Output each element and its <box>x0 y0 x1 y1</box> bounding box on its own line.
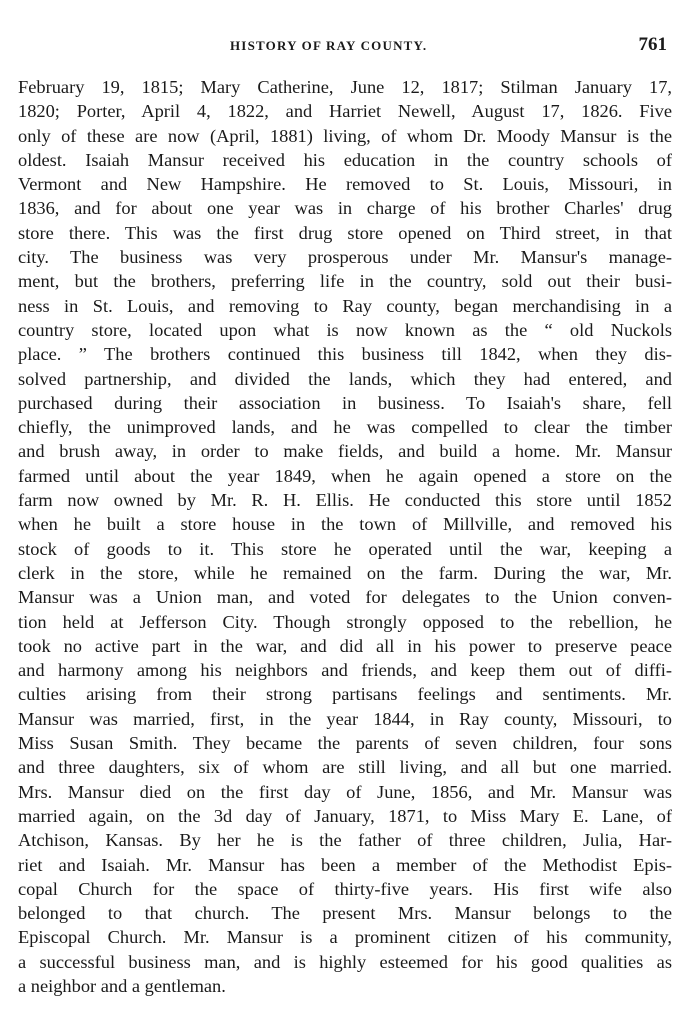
text-line: purchased during their association in business. To Isaiah's share, fell <box>18 392 672 413</box>
text-line: a neighbor and a gentleman. <box>18 975 226 996</box>
text-line: married again, on the 3d day of January, 1871, to Miss Mary E. Lane, of <box>18 805 672 826</box>
page-header <box>0 34 693 58</box>
text-line: clerk in the store, while he remained on the farm. During the war, Mr. <box>18 562 672 583</box>
text-line: riet and Isaiah. Mr. Mansur has been a member of the Methodist Epis- <box>18 854 672 875</box>
page-number: 761 <box>638 34 667 55</box>
text-line: Miss Susan Smith. They became the parents of seven children, four sons <box>18 733 672 754</box>
text-line: tion held at Jefferson City. Though strongly opposed to the rebellion, he <box>18 611 672 632</box>
text-line: 1836, and for about one year was in charge of his brother Charles' drug <box>18 198 672 219</box>
text-line: took no active part in the war, and did all in his power to preserve peace <box>18 635 672 656</box>
text-line: a successful business man, and is highly esteemed for his good qualities as <box>18 951 672 972</box>
text-line: country store, located upon what is now known as the “ old Nuckols <box>18 319 672 340</box>
running-title: HISTORY OF RAY COUNTY. <box>230 38 428 53</box>
text-line: and three daughters, six of whom are still living, and all but one married. <box>18 757 672 778</box>
text-line: culties arising from their strong partisans feelings and sentiments. Mr. <box>18 684 672 705</box>
text-line: ment, but the brothers, preferring life in the country, sold out their busi- <box>18 271 672 292</box>
text-line: when he built a store house in the town of Millville, and removed his <box>18 514 672 535</box>
text-line: Vermont and New Hampshire. He removed to St. Louis, Missouri, in <box>18 174 672 195</box>
text-line: farm now owned by Mr. R. H. Ellis. He conducted this store until 1852 <box>18 490 672 511</box>
text-line: and brush away, in order to make fields, and build a home. Mr. Mansur <box>18 441 672 462</box>
text-line: stock of goods to it. This store he operated until the war, keeping a <box>18 538 672 559</box>
text-line: Mansur was married, first, in the year 1844, in Ray county, Missouri, to <box>18 708 672 729</box>
text-line: only of these are now (April, 1881) living, of whom Dr. Moody Mansur is the <box>18 125 672 146</box>
text-line: store there. This was the first drug store opened on Third street, in that <box>18 222 672 243</box>
text-line: city. The business was very prosperous under Mr. Mansur's manage- <box>18 247 672 268</box>
text-line: oldest. Isaiah Mansur received his education in the country schools of <box>18 149 672 170</box>
body-text <box>18 75 672 998</box>
text-line: farmed until about the year 1849, when he again opened a store on the <box>18 465 672 486</box>
text-line: February 19, 1815; Mary Catherine, June 12, 1817; Stilman January 17, <box>18 77 672 97</box>
text-line: and harmony among his neighbors and friends, and keep them out of diffi- <box>18 660 672 681</box>
text-line: Episcopal Church. Mr. Mansur is a prominent citizen of his community, <box>18 927 672 948</box>
text-line: Mrs. Mansur died on the first day of June, 1856, and Mr. Mansur was <box>18 781 672 802</box>
text-line: chiefly, the unimproved lands, and he was compelled to clear the timber <box>18 417 672 438</box>
text-line: Atchison, Kansas. By her he is the father of three children, Julia, Har- <box>18 830 672 851</box>
text-line: solved partnership, and divided the lands, which they had entered, and <box>18 368 672 389</box>
text-line: ness in St. Louis, and removing to Ray county, began merchandising in a <box>18 295 672 316</box>
text-line: 1820; Porter, April 4, 1822, and Harriet Newell, August 17, 1826. Five <box>18 101 672 122</box>
text-line: place. ” The brothers continued this business till 1842, when they dis- <box>18 344 672 365</box>
text-line: Mansur was a Union man, and voted for delegates to the Union conven- <box>18 587 672 608</box>
text-line: copal Church for the space of thirty-five years. His first wife also <box>18 878 672 899</box>
text-line: belonged to that church. The present Mrs. Mansur belongs to the <box>18 903 672 924</box>
